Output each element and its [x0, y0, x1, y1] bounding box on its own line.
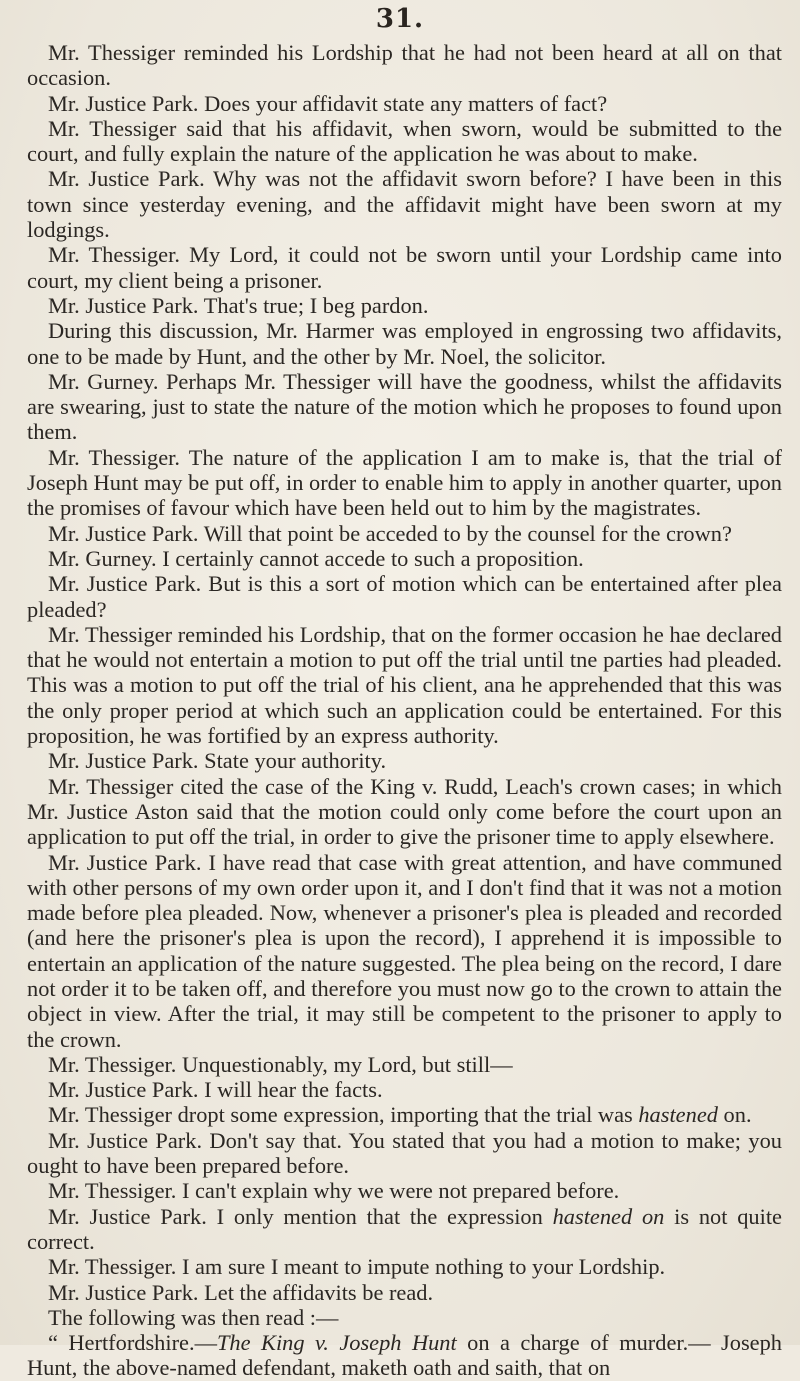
speaker: Mr. Justice Park.	[48, 1127, 203, 1153]
paragraph	[27, 242, 782, 293]
speaker: Mr. Justice Park.	[48, 849, 202, 875]
speaker: “ Hertfordshire.	[48, 1330, 195, 1356]
paragraph-text: cited the case of the King v. Rudd, Leach's crown cases; in which Mr. Justice Aston said that the motion could only come before the court upon an application to put off the trial, in order to give the prisoner time to apply elsewhere.	[27, 773, 783, 850]
paragraph	[27, 1052, 782, 1077]
paragraph	[27, 40, 782, 91]
paragraph	[27, 521, 782, 546]
paragraph-text: reminded his Lordship that he had not been heard at all on that occasion.	[27, 40, 783, 91]
speaker: Mr. Justice Park.	[48, 571, 202, 597]
paragraph	[27, 1305, 782, 1330]
speaker: Mr. Justice Park.	[48, 748, 199, 774]
paragraph	[27, 774, 782, 850]
paragraph	[27, 91, 782, 116]
paragraph-text: I have read that case with great attention, and have communed with other persons of my own order upon it, and I don't find that it was not a motion made before plea pleaded. Now, whenever a prisoner's plea is pleaded and recorded (and here the prisoner's plea is upon the record), I apprehend it is impossible to entertain an application of the nature suggested. The plea being on the record, I dare not order it to be taken off, and therefore you must now go to the crown to attain the object in view. After the trial, it may still be competent to the prisoner to apply to the crown.	[27, 849, 782, 1052]
paragraph-text: dropt some expression, importing that the trial was	[171, 1102, 639, 1128]
speaker: Mr. Justice Park.	[48, 1077, 199, 1103]
paragraph	[27, 166, 782, 242]
italic-text: hastened on	[552, 1203, 665, 1229]
page-number: 31.	[375, 4, 425, 34]
paragraph-text: The following was then read :—	[48, 1304, 339, 1330]
paragraph	[27, 116, 782, 167]
speaker: Mr. Justice Park.	[48, 166, 205, 192]
paragraph	[27, 748, 782, 773]
paragraph	[27, 850, 782, 1052]
paragraph-text: During this discussion, Mr. Harmer was employed in engrossing two affidavits, one to be made by Hunt, and the other by Mr. Noel, the solicitor.	[27, 318, 782, 369]
paragraph-text: Don't say that. You stated that you had a motion to make; you ought to have been prepared before.	[27, 1127, 782, 1179]
paragraph-text: reminded his Lordship, that on the former occasion he hae declared that he would not entertain a motion to put off the trial until tne parties had pleaded. This was a motion to put off the trial of his client, ana he apprehended that this was the only proper period at which such an application could be entertained. For this proposition, he was fortified by an express authority.	[27, 621, 782, 749]
paragraph-text: I certainly cannot accede to such a proposition.	[156, 545, 584, 571]
speaker: Mr. Thessiger	[48, 773, 174, 799]
paragraph	[27, 1204, 782, 1255]
speaker: Mr. Gurney.	[48, 368, 159, 394]
paragraph-text: I am sure I meant to impute nothing to your Lordship.	[176, 1254, 666, 1280]
paragraph-text: Unquestionably, my Lord, but still—	[176, 1051, 513, 1077]
paragraph	[27, 1330, 782, 1381]
paragraph-text: Why was not the affidavit sworn before? I have been in this town since yesterday evening, and the affidavit might have been sworn at my lodgings.	[27, 166, 782, 243]
speaker: Mr. Gurney.	[48, 545, 157, 571]
speaker: Mr. Thessiger.	[48, 1051, 177, 1077]
paragraph-text: I will hear the facts.	[198, 1077, 383, 1103]
speaker: Mr. Justice Park.	[48, 292, 199, 318]
italic-text: hastened	[638, 1102, 718, 1128]
paragraph	[27, 1254, 782, 1279]
paragraph-text: State your authority.	[198, 748, 387, 774]
paragraph	[27, 293, 782, 318]
speaker: Mr. Thessiger.	[48, 444, 180, 470]
paragraph-text: Does your affidavit state any matters of fact?	[198, 90, 608, 116]
speaker: Mr. Justice Park.	[48, 1279, 199, 1305]
body-text	[27, 40, 782, 1381]
paragraph	[27, 369, 782, 445]
paragraph	[27, 622, 782, 748]
speaker: Mr. Thessiger.	[48, 242, 180, 268]
paragraph-text-after: is not quite correct.	[27, 1203, 782, 1254]
paragraph	[27, 1102, 782, 1127]
paragraph-text: My Lord, it could not be sworn until your Lordship came into court, my client being a prisoner.	[27, 242, 782, 293]
paragraph	[27, 1077, 782, 1102]
speaker: Mr. Thessiger	[48, 115, 177, 141]
italic-text: The King v. Joseph Hunt	[216, 1330, 457, 1356]
paragraph	[27, 1128, 782, 1179]
paragraph	[27, 445, 782, 521]
paragraph-text: I can't explain why we were not prepared before.	[176, 1178, 620, 1204]
paragraph-text: But is this a sort of motion which can be entertained after plea pleaded?	[27, 571, 782, 622]
speaker: Mr. Thessiger.	[48, 1178, 177, 1204]
paragraph-text-after: on.	[717, 1102, 752, 1128]
paragraph-text: —	[194, 1330, 217, 1356]
speaker: Mr. Justice Park.	[48, 1203, 207, 1229]
paragraph	[27, 546, 782, 571]
paragraph	[27, 1178, 782, 1203]
paragraph-text: said that his affidavit, when sworn, would be submitted to the court, and fully explain the nature of the application he was about to make.	[27, 115, 783, 167]
paragraph	[27, 1280, 782, 1305]
paragraph-text: Perhaps Mr. Thessiger will have the goodness, whilst the affidavits are swearing, just to state the nature of the motion which he proposes to found upon them.	[27, 368, 782, 445]
speaker: Mr. Thessiger	[48, 40, 176, 65]
speaker: Mr. Justice Park.	[48, 90, 199, 116]
speaker: Mr. Thessiger	[48, 621, 173, 647]
speaker: Mr. Justice Park.	[48, 520, 199, 546]
paragraph-text: That's true; I beg pardon.	[198, 292, 429, 318]
speaker: Mr. Thessiger	[48, 1102, 172, 1128]
paragraph	[27, 318, 782, 369]
speaker: Mr. Thessiger.	[48, 1254, 177, 1280]
paragraph-text: I only mention that the expression	[206, 1203, 553, 1229]
paragraph-text: Let the affidavits be read.	[198, 1279, 434, 1305]
paragraph-text-after: on a charge of murder.— Joseph Hunt, the above-named defendant, maketh oath and saith, that on	[27, 1330, 782, 1381]
paragraph-text: Will that point be acceded to by the counsel for the crown?	[198, 520, 732, 546]
paragraph-text: The nature of the application I am to make is, that the trial of Joseph Hunt may be put off, in order to enable him to apply in another quarter, upon the promises of favour which have been held out to him by the magistrates.	[27, 444, 782, 521]
paragraph	[27, 571, 782, 622]
